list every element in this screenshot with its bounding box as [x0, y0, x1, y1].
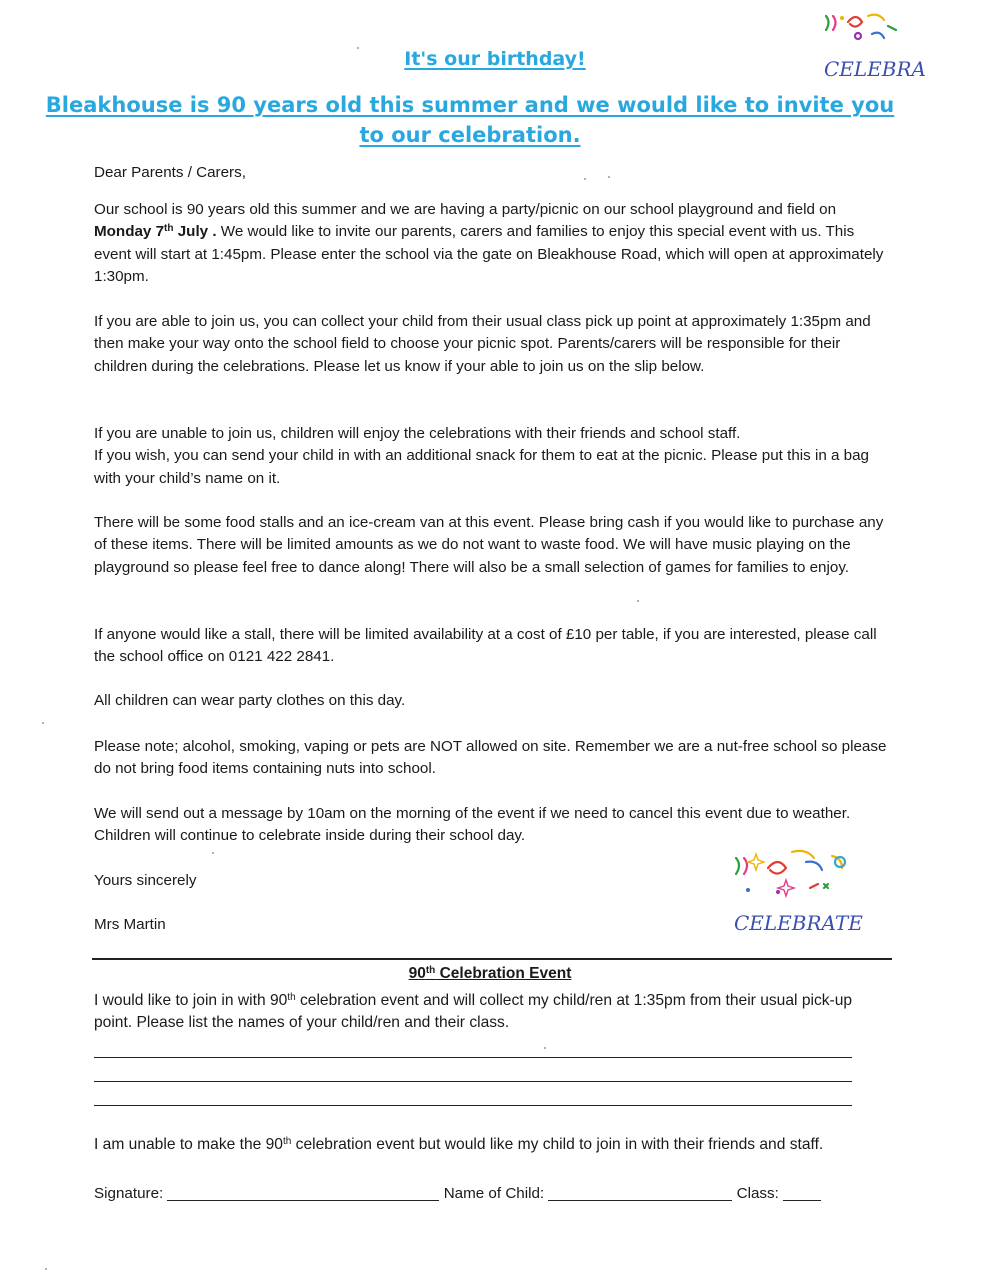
slip-title-suffix: th: [425, 965, 436, 976]
celebrate-confetti-icon: [736, 851, 845, 896]
unable-text-end: celebration event but would like my child to join in with their friends and staff.: [291, 1136, 824, 1153]
paragraph-intro: [94, 199, 894, 288]
event-day-suffix: th: [164, 223, 174, 235]
child-names-line[interactable]: [94, 1057, 852, 1058]
page-subtitle: Bleakhouse is 90 years old this summer and we would like to invite you to our celebration.: [45, 93, 895, 147]
unable-text-suffix: th: [282, 1136, 292, 1147]
event-month: July .: [173, 223, 217, 241]
scan-speck: [45, 1268, 47, 1270]
paragraph-unable: If you are unable to join us, children will enjoy the celebrations with their friends and school staff. If you wish, you can send your child in with an additional snack for them to eat at the picnic. Please put this in a bag with your child’s name on it.: [94, 425, 870, 487]
paragraph-food-stalls: There will be some food stalls and an ice-cream van at this event. Please bring cash if you would like to purchase any of these items. There will be limited amounts as we do not want to waste food. We will have music playing on the playground so please feel free to dance along! There will also be a small selection of games for families to enjoy.: [94, 514, 884, 576]
child-name-label: Name of Child:: [443, 1185, 545, 1202]
greeting: Dear Parents / Carers,: [94, 164, 246, 181]
scan-speck: [42, 722, 44, 724]
slip-title: [0, 965, 980, 983]
page-title: It's our birthday!: [404, 48, 586, 70]
child-names-line[interactable]: [94, 1081, 852, 1082]
logo-bottom-text: CELEBRATE: [734, 911, 863, 935]
scan-speck: [212, 852, 214, 854]
logo-top-text: CELEBRA: [824, 57, 926, 81]
join-text-start: I would like to join in with 90: [94, 992, 288, 1009]
celebrate-confetti-icon: [826, 15, 896, 39]
slip-join-text: [94, 990, 894, 1035]
join-text-end: celebration event and will collect my child/ren at 1:35pm from their usual pick-up point. Please list the names of your child/ren and their class.: [94, 992, 853, 1032]
paragraph-party-clothes: All children can wear party clothes on this day.: [94, 692, 406, 709]
paragraph-collection: If you are able to join us, you can collect your child from their usual class pick up point at approximately 1:35pm and then make your way onto the school field to choose your picnic spot. Parents/carers will be responsible for their children during the celebrations. Please let us know if your able to join us on the slip below.: [94, 313, 871, 375]
celebrate-logo-bottom: [728, 846, 863, 938]
class-label: Class:: [736, 1185, 779, 1202]
celebrate-logo-top: [818, 6, 926, 84]
scan-speck: [608, 176, 610, 178]
scan-speck: [357, 47, 359, 49]
slip-title-number: 90: [408, 965, 426, 982]
scan-speck: [584, 178, 586, 180]
slip-unable-text: [94, 1134, 894, 1156]
child-name-field[interactable]: [548, 1184, 732, 1201]
join-text-suffix: th: [287, 992, 296, 1003]
scan-speck: [544, 1047, 546, 1049]
event-day: Monday 7: [94, 223, 165, 241]
closing: Yours sincerely: [94, 872, 197, 889]
signatory: Mrs Martin: [94, 916, 166, 933]
intro-text-start: Our school is 90 years old this summer and we are having a party/picnic on our school playground and field on: [94, 201, 837, 218]
paragraph-rules: Please note; alcohol, smoking, vaping or pets are NOT allowed on site. Remember we are a nut-free school so please do not bring food items containing nuts into school.: [94, 738, 887, 778]
paragraph-weather: We will send out a message by 10am on the morning of the event if we need to cancel this event due to weather. Children will continue to celebrate inside during their school day.: [94, 805, 851, 845]
intro-text-end: We would like to invite our parents, carers and families to enjoy this special event with us. This event will start at 1:45pm. Please enter the school via the gate on Bleakhouse Road, which will open at approximately 1:30pm.: [94, 223, 884, 285]
scan-speck: [637, 600, 639, 602]
child-names-line[interactable]: [94, 1105, 852, 1106]
paragraph-stall-booking: If anyone would like a stall, there will be limited availability at a cost of £10 per table, if you are interested, please call the school office on 0121 422 2841.: [94, 626, 877, 666]
signature-field[interactable]: [167, 1184, 439, 1201]
signature-row: [94, 1183, 884, 1205]
event-date: [94, 223, 217, 240]
signature-label: Signature:: [94, 1185, 164, 1202]
tear-off-divider: [92, 958, 892, 960]
unable-text-start: I am unable to make the 90: [94, 1136, 283, 1153]
class-field[interactable]: [783, 1184, 821, 1201]
slip-title-text: Celebration Event: [435, 965, 572, 982]
